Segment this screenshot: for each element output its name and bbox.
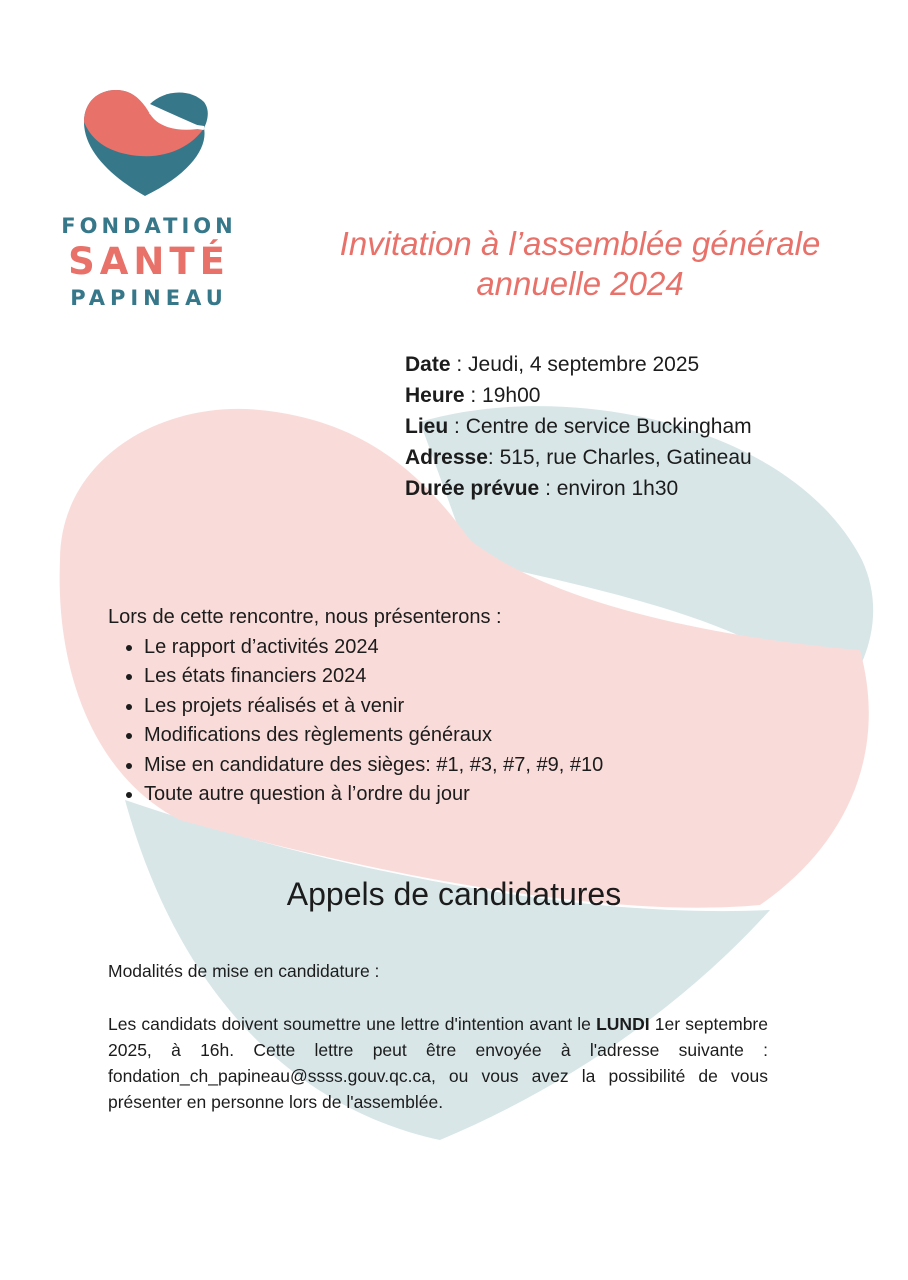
agenda-intro: Lors de cette rencontre, nous présenterons : (108, 606, 502, 628)
list-item: • Toute autre question à l’ordre du jour (144, 780, 603, 810)
modalites-heading: Modalités de mise en candidature : (108, 961, 380, 981)
list-item: • Modifications des règlements généraux (144, 721, 603, 751)
body-text-end: 1er septembre 2025, à 16h. Cette lettre peut être envoyée à l'adresse suivante : fondation_ch_papineau@ssss.gouv.qc.ca, ou vous avez la possibilité de vous présenter en personne lors de l'assemblée. (108, 1014, 768, 1112)
heart-logo-icon (80, 88, 210, 198)
detail-label: Heure (405, 384, 465, 407)
detail-date (405, 349, 752, 380)
detail-separator: : (539, 477, 557, 500)
list-item: • Les projets réalisés et à venir (144, 692, 603, 722)
event-details (405, 349, 752, 504)
detail-label: Adresse (405, 446, 488, 469)
detail-separator: : (450, 353, 469, 376)
list-item: • Mise en candidature des sièges: #1, #3, #7, #9, #10 (144, 751, 603, 781)
detail-label: Date (405, 353, 451, 376)
detail-separator: : (448, 415, 466, 438)
detail-label: Durée prévue (405, 477, 540, 500)
list-item: • Le rapport d’activités 2024 (144, 633, 603, 663)
detail-value: Jeudi, 4 septembre 2025 (468, 353, 700, 376)
title-line-1: Invitation à l’assemblée générale (339, 225, 821, 262)
logo-text-papineau: PAPINEAU (70, 286, 228, 310)
section-title-candidatures: Appels de candidatures (286, 876, 622, 912)
candidature-body (108, 1011, 768, 1115)
detail-value: Centre de service Buckingham (465, 415, 752, 438)
detail-adresse (405, 442, 752, 473)
detail-value: environ 1h30 (556, 477, 679, 500)
detail-label: Lieu (405, 415, 449, 438)
agenda-section (108, 603, 603, 810)
detail-separator: : (487, 446, 500, 469)
page-title (310, 224, 850, 304)
detail-duree (405, 473, 752, 504)
logo-text-fondation: FONDATION (61, 214, 237, 238)
body-text-bold: LUNDI (596, 1014, 650, 1034)
list-item: • Les états financiers 2024 (144, 662, 603, 692)
body-text-start: Les candidats doivent soumettre une lettre d'intention avant le (108, 1014, 597, 1034)
detail-heure (405, 380, 752, 411)
fondation-logo (54, 88, 244, 309)
detail-value: 19h00 (482, 384, 541, 407)
title-line-2: annuelle 2024 (476, 265, 684, 302)
agenda-list (108, 633, 603, 810)
detail-value: 515, rue Charles, Gatineau (499, 446, 752, 469)
detail-separator: : (464, 384, 483, 407)
logo-text-sante: SANTÉ (68, 240, 230, 283)
detail-lieu (405, 411, 752, 442)
